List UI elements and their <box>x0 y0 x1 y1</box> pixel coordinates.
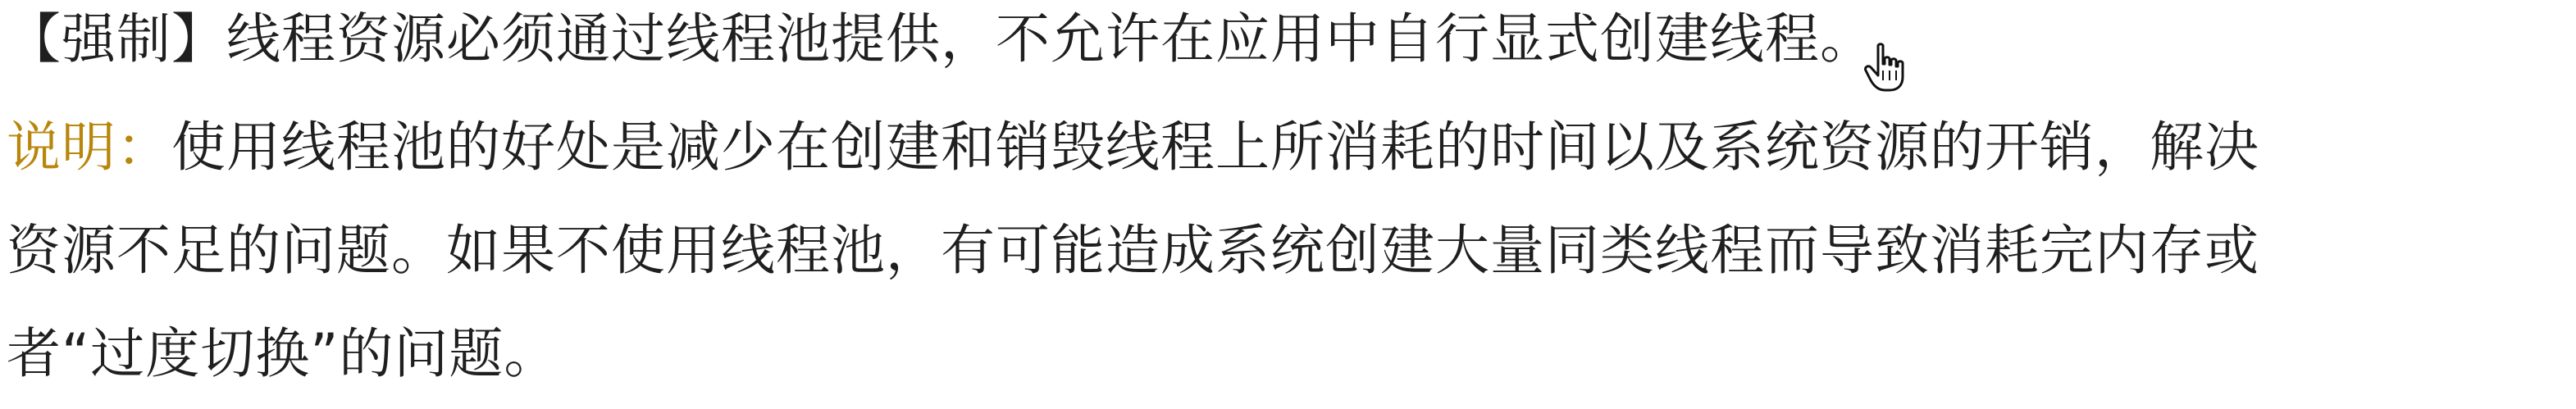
explanation-line-2 <box>7 218 2259 284</box>
explanation-text-3: 者“过度切换”的问题。 <box>7 322 559 385</box>
explanation-text-2: 资源不足的问题。如果不使用线程池，有可能造成系统创建大量同类线程而导致消耗完内存或 <box>7 219 2259 282</box>
explanation-line-1 <box>7 115 2259 180</box>
rule-tag: 【强制】 <box>7 7 226 70</box>
explanation-separator: ： <box>116 116 171 179</box>
explanation-line-3 <box>7 321 559 387</box>
hand-pointer-icon <box>1863 43 1909 93</box>
explanation-text-1: 使用线程池的好处是减少在创建和销毁线程上所消耗的时间以及系统资源的开销，解决 <box>171 116 2259 179</box>
rule-text: 线程资源必须通过线程池提供，不允许在应用中自行显式创建线程。 <box>226 7 1875 70</box>
explanation-label: 说明 <box>7 116 116 179</box>
rule-line <box>7 7 1875 72</box>
